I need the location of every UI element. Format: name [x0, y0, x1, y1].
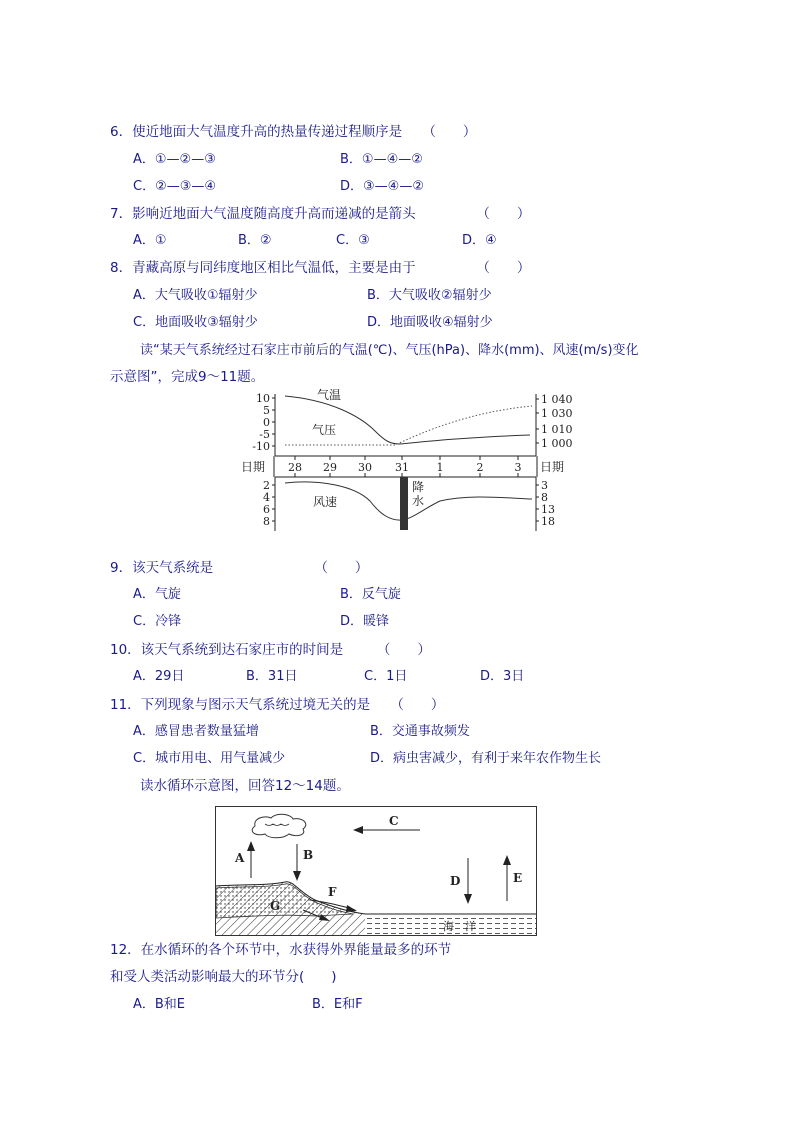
q6-option-c: C．②—③—④ [133, 179, 217, 194]
q7-option-b: B．② [238, 233, 272, 248]
q12-option-a: A．B和E [133, 997, 186, 1012]
label-g: G [270, 899, 281, 913]
pressure-tick: 1 010 [541, 423, 573, 436]
pressure-tick: 1 040 [541, 393, 573, 406]
temperature-label: 气温 [317, 388, 342, 402]
date-tick: 29 [323, 461, 337, 474]
question-11-stem: 11．下列现象与图示天气系统过境无关的是 （ ） [110, 697, 445, 713]
intro-9-11-line2: 示意图”，完成9～11题。 [110, 369, 265, 385]
q7-option-c: C．③ [336, 233, 370, 248]
date-tick: 1 [436, 461, 444, 474]
q9-option-a: A．气旋 [133, 587, 181, 602]
date-tick: 2 [476, 461, 484, 474]
date-tick: 3 [514, 461, 522, 474]
label-d: D [450, 874, 461, 888]
label-b: B [303, 848, 314, 862]
q6-option-d: D．③—④—② [340, 179, 424, 194]
precipitation-label-1: 降 [412, 480, 425, 494]
question-6-stem: 6．使近地面大气温度升高的热量传递过程顺序是 （ ） [110, 124, 477, 140]
q7-option-a: A．① [133, 233, 167, 248]
q9-option-b: B．反气旋 [340, 587, 401, 602]
ocean-label: 海 洋 [443, 920, 476, 933]
temp-tick: -10 [252, 440, 270, 453]
q10-option-b: B．31日 [246, 669, 298, 684]
question-9-stem: 9．该天气系统是 （ ） [110, 560, 369, 576]
wind-tick: 2 [263, 479, 270, 492]
rain-tick: 13 [541, 503, 555, 516]
date-tick: 28 [288, 461, 302, 474]
q9-option-d: D．暖锋 [340, 614, 390, 629]
wind-tick: 4 [263, 491, 270, 504]
rain-tick: 3 [541, 479, 548, 492]
q10-option-d: D．3日 [480, 669, 525, 684]
q11-option-d: D．病虫害减少，有利于来年农作物生长 [370, 751, 602, 766]
weather-change-figure [240, 386, 580, 536]
date-tick: 30 [358, 461, 372, 474]
q9-option-c: C．冷锋 [133, 614, 182, 629]
pressure-label: 气压 [312, 423, 337, 437]
intro-9-11-line1: 读“某天气系统经过石家庄市前后的气温(℃)、气压(hPa)、降水(mm)、风速(m/s)变化 [140, 343, 639, 358]
temp-tick: 10 [256, 392, 270, 405]
label-c: C [389, 814, 399, 828]
date-label-left: 日期 [241, 460, 266, 474]
date-label-right: 日期 [540, 460, 565, 474]
wind-speed-label: 风速 [313, 495, 338, 509]
question-12-line2: 和受人类活动影响最大的环节分( ) [110, 969, 337, 985]
q11-option-a: A．感冒患者数量猛增 [133, 724, 259, 739]
q7-option-d: D．④ [462, 233, 497, 248]
intro-12-14: 读水循环示意图，回答12～14题。 [140, 778, 350, 794]
water-cycle-figure [215, 806, 537, 936]
date-tick: 31 [395, 461, 409, 474]
rain-tick: 18 [541, 515, 555, 528]
date-ticks [288, 461, 522, 474]
q6-option-b: B．①—④—② [340, 152, 423, 167]
question-12-line1: 12．在水循环的各个环节中，水获得外界能量最多的环节 [110, 942, 452, 958]
precipitation-label-2: 水 [412, 494, 425, 508]
temp-tick: 5 [263, 404, 270, 417]
pressure-tick: 1 000 [541, 437, 573, 450]
pressure-tick: 1 030 [541, 407, 573, 420]
label-e: E [513, 871, 523, 885]
q8-option-c: C．地面吸收③辐射少 [133, 315, 258, 330]
question-7-stem: 7．影响近地面大气温度随高度升高而递减的是箭头 （ ） [110, 206, 531, 222]
question-10-stem: 10．该天气系统到达石家庄市的时间是 （ ） [110, 642, 431, 658]
q11-option-c: C．城市用电、用气量减少 [133, 751, 286, 766]
precipitation-bar [400, 477, 408, 530]
q10-option-a: A．29日 [133, 669, 185, 684]
label-a: A [235, 851, 245, 865]
cloud-icon [252, 814, 306, 837]
q12-option-b: B．E和F [312, 997, 363, 1012]
q8-option-a: A．大气吸收①辐射少 [133, 288, 258, 303]
temp-tick: 0 [263, 416, 270, 429]
q8-option-b: B．大气吸收②辐射少 [367, 288, 492, 303]
label-f: F [328, 885, 337, 899]
q8-option-d: D．地面吸收④辐射少 [367, 315, 493, 330]
q11-option-b: B．交通事故频发 [370, 724, 470, 739]
wind-tick: 8 [263, 515, 270, 528]
q10-option-c: C．1日 [364, 669, 408, 684]
q6-option-a: A．①—②—③ [133, 152, 216, 167]
temp-tick: -5 [259, 428, 270, 441]
rain-tick: 8 [541, 491, 548, 504]
wind-tick: 6 [263, 503, 270, 516]
question-8-stem: 8．青藏高原与同纬度地区相比气温低，主要是由于 （ ） [110, 260, 531, 276]
